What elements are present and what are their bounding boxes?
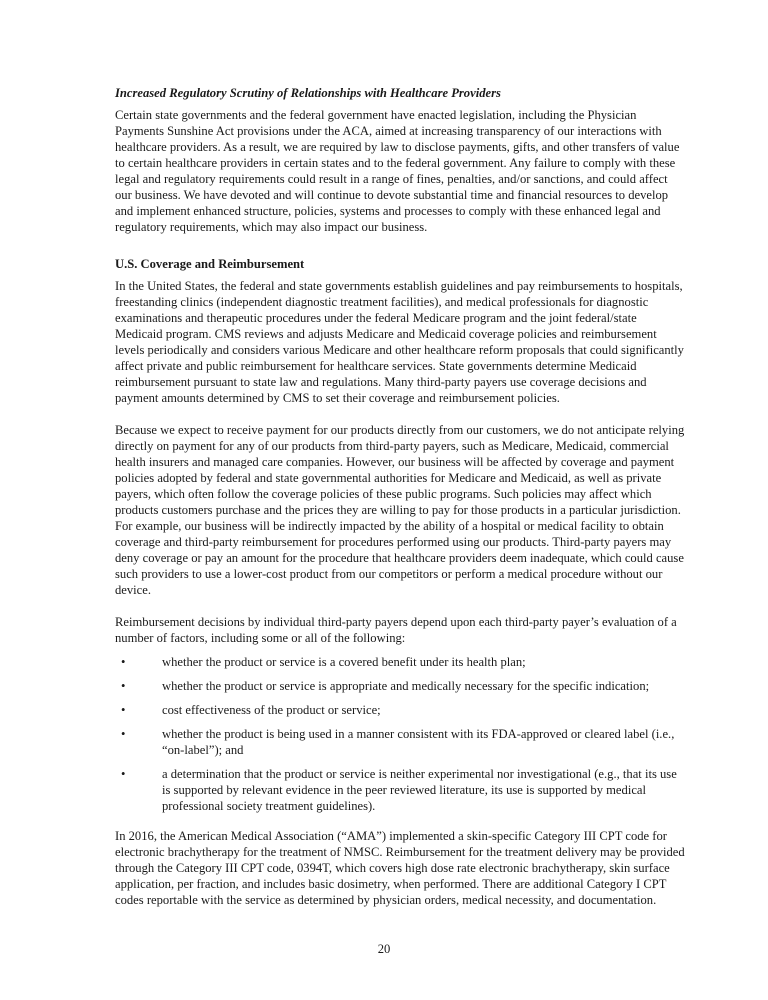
bullet-icon: • <box>121 679 126 693</box>
list-item: • whether the product or service is appropriate and medically necessary for the specific indication; <box>121 679 650 693</box>
section-heading-coverage-reimbursement: U.S. Coverage and Reimbursement <box>115 257 305 271</box>
page-number: 20 <box>377 942 391 956</box>
paragraph-ama-cpt-code: In 2016, the American Medical Association (“AMA”) implemented a skin-specific Category III CPT code for electronic brachytherapy for the treatment of NMSC. Reimbursement for the treatment delivery may be provided through the Category III CPT code, 0394T, which covers high dose rate electronic brachytherapy, skin surface application, per fraction, and includes basic dosimetry, when performed. There are additional Category I CPT codes reportable with the service as determined by physician orders, medical necessity, and documentation. <box>115 829 685 907</box>
document-page <box>115 85 685 924</box>
paragraph-us-guidelines: In the United States, the federal and state governments establish guidelines and pay reimbursements to hospitals, freestanding clinics (independent diagnostic treatment facilities), and medical professionals for diagnostic examinations and therapeutic procedures under the federal Medicare program and the joint federal/state Medicaid program. CMS reviews and adjusts Medicare and Medicaid coverage policies and reimbursement levels periodically and considers various Medicare and other healthcare reform proposals that could significantly affect private and public reimbursement for healthcare services. State governments determine Medicaid reimbursement pursuant to state law and regulations. Many third-party payers use coverage decisions and payment amounts determined by CMS to set their coverage and reimbursement policies. <box>115 279 684 405</box>
section-heading-regulatory-scrutiny: Increased Regulatory Scrutiny of Relationships with Healthcare Providers <box>115 86 501 100</box>
list-item: • cost effectiveness of the product or service; <box>121 703 381 717</box>
list-item: • whether the product is being used in a manner consistent with its FDA-approved or cleared label (i.e., “on-label”); and <box>121 727 675 757</box>
paragraph-payment-directly: Because we expect to receive payment for our products directly from our customers, we do not anticipate relying directly on payment for any of our products from third-party payers, such as Medicare, Medicaid, commercial health insurers and managed care companies. However, our business will be affected by coverage and payment policies adopted by federal and state governmental authorities for Medicare and Medicaid, as well as private payers, which often follow the coverage policies of these public programs. Such policies may affect which products customers purchase and the prices they are willing to pay for those products in a particular jurisdiction. For example, our business will be indirectly impacted by the ability of a hospital or medical facility to obtain coverage and third-party reimbursement for procedures performed using our products. Third-party payers may deny coverage or pay an amount for the procedure that healthcare providers deem inadequate, which could cause such providers to use a lower-cost product from our competitors or perform a medical procedure without our device. <box>115 423 685 597</box>
factors-list <box>115 654 685 814</box>
list-item: • whether the product or service is a covered benefit under its health plan; <box>121 655 526 669</box>
paragraph-sunshine-act: Certain state governments and the federal government have enacted legislation, including the Physician Payments Sunshine Act provisions under the ACA, aimed at increasing transparency of our interactions with healthcare providers. As a result, we are required by law to disclose payments, gifts, and other transfers of value to certain healthcare providers in certain states and to the federal government. Any failure to comply with these legal and regulatory requirements could result in a range of fines, penalties, and/or sanctions, and could affect our business. We have devoted and will continue to devote substantial time and financial resources to develop and implement enhanced structure, policies, systems and processes to comply with these enhanced legal and regulatory requirements, which may also impact our business. <box>115 108 680 234</box>
bullet-icon: • <box>121 703 126 717</box>
bullet-icon: • <box>121 727 126 741</box>
bullet-icon: • <box>121 767 126 781</box>
paragraph-reimbursement-decisions: Reimbursement decisions by individual third-party payers depend upon each third-party payer’s evaluation of a number of factors, including some or all of the following: <box>115 615 677 645</box>
list-item: • a determination that the product or service is neither experimental nor investigational (e.g., that its use is supported by relevant evidence in the peer reviewed literature, its use is supported by medical professional society treatment guidelines). <box>121 767 677 813</box>
bullet-icon: • <box>121 655 126 669</box>
